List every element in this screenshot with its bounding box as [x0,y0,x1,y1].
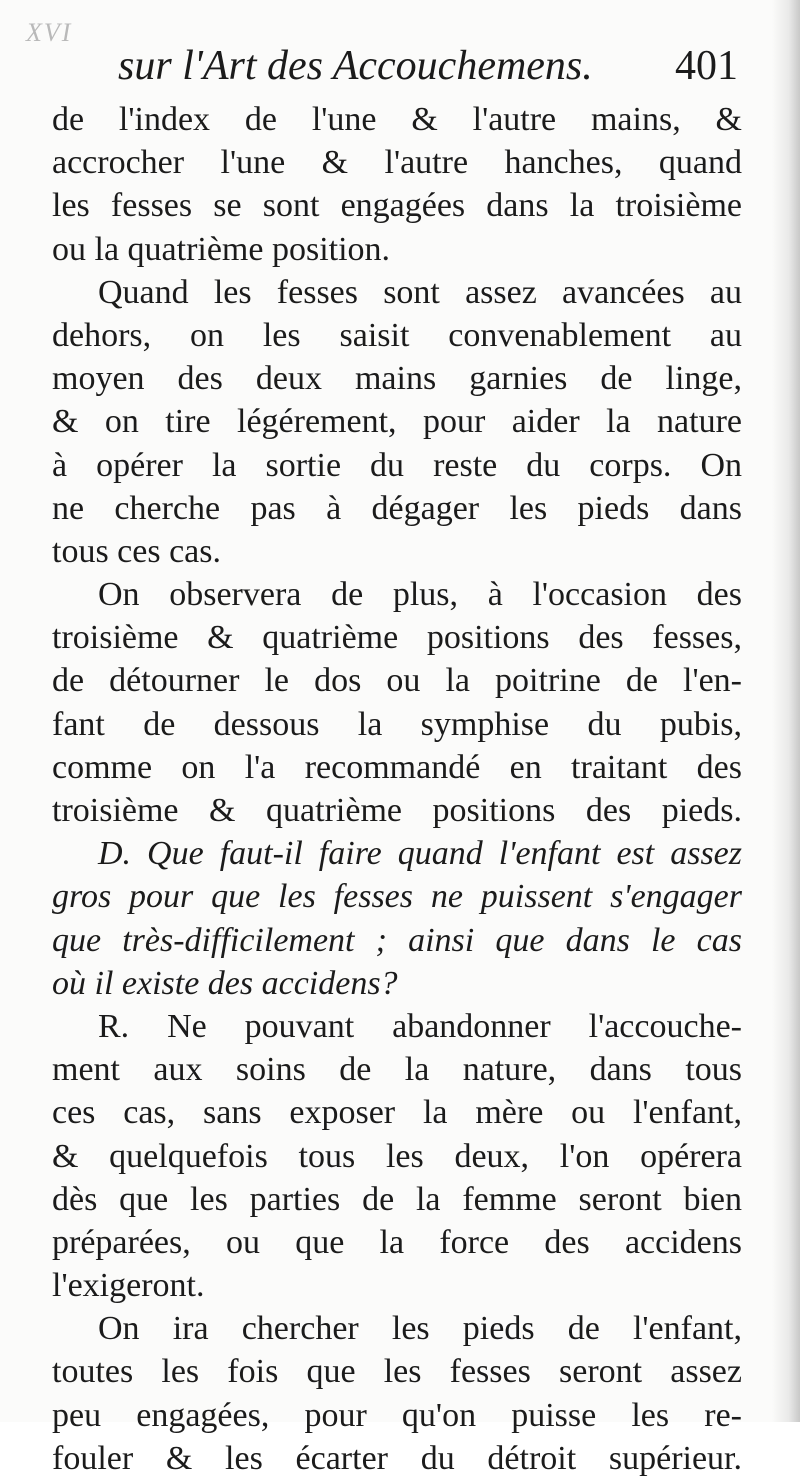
text-line: où il existe des accidens? [52,964,398,1002]
text-line: Quand les fesses sont assez avancées au [98,273,742,311]
text-line: peu engagées, pour qu'on puisse les re- [52,1396,742,1434]
text-line: ces cas, sans exposer la mère ou l'enfant, [52,1094,742,1132]
text-line: dehors, on les saisit convenablement au [52,316,742,354]
text-line: fouler & les écarter du détroit supérieur. [52,1439,742,1477]
text-line: & on tire légérement, pour aider la nature [52,403,742,441]
text-line: comme on l'a recommandé en traitant des [52,748,742,786]
page-number: 401 [675,43,738,89]
faded-corner-mark: XVI [26,18,73,47]
page-edge-shadow [772,0,800,1422]
text-line: ou la quatrième position. [52,230,391,268]
text-line: l'exigeront. [52,1267,205,1305]
text-line: troisième & quatrième positions des fesses, [52,619,742,657]
text-line: préparées, ou que la force des accidens [52,1223,742,1261]
text-line: accrocher l'une & l'autre hanches, quand [52,144,742,182]
text-line: ne cherche pas à dégager les pieds dans [52,489,742,527]
running-head: sur l'Art des Accouchemens. [118,43,593,89]
text-line: & quelquefois tous les deux, l'on opérera [52,1137,742,1175]
text-line: toutes les fois que les fesses seront assez [52,1353,742,1391]
page-header [118,42,738,102]
text-line: ment aux soins de la nature, dans tous [52,1051,742,1089]
text-line: de détourner le dos ou la poitrine de l'en- [52,662,742,700]
text-line: On ira chercher les pieds de l'enfant, [98,1310,742,1348]
text-line: D. Que faut-il faire quand l'enfant est assez [98,835,742,873]
text-line: que très-difficilement ; ainsi que dans le cas [52,921,742,959]
text-line: fant de dessous la symphise du pubis, [52,705,742,743]
text-line: de l'index de l'une & l'autre mains, & [52,101,742,138]
text-line: tous ces cas. [52,532,222,570]
page-body-text [52,98,742,1480]
text-line: On observera de plus, à l'occasion des [98,576,742,614]
text-line: les fesses se sont engagées dans la troisième [52,187,742,225]
text-line: moyen des deux mains garnies de linge, [52,360,742,398]
text-line: à opérer la sortie du reste du corps. On [52,446,742,484]
text-line: gros pour que les fesses ne puissent s'engager [52,878,742,916]
text-line: R. Ne pouvant abandonner l'accouche- [98,1007,742,1045]
text-line: dès que les parties de la femme seront bien [52,1180,742,1218]
text-line: troisième & quatrième positions des pieds. [52,792,742,829]
